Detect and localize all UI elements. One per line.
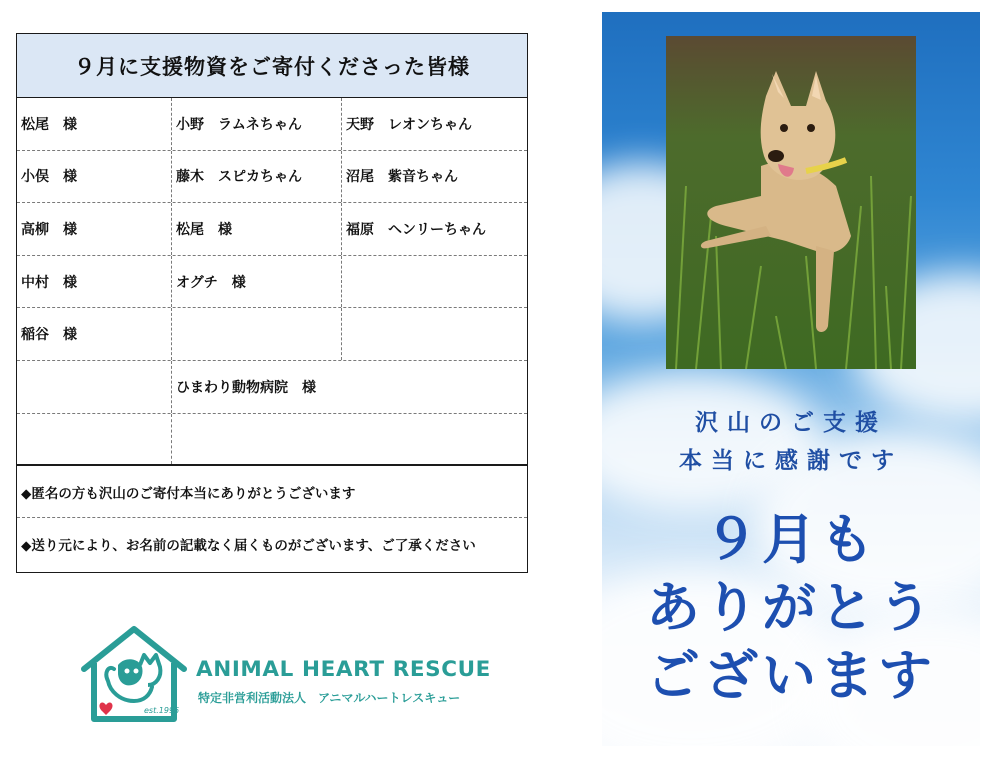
donor-cell: 高柳 様: [17, 203, 172, 255]
table-row: [17, 308, 527, 361]
thanks-panel: [602, 12, 980, 746]
table-row: [17, 361, 527, 414]
donor-cell: 松尾 様: [172, 203, 342, 255]
table-row: [17, 414, 527, 467]
donor-cell: 稲谷 様: [17, 308, 172, 360]
thanks-line-2: ありがとう: [646, 576, 936, 639]
house-pets-icon: [78, 625, 190, 725]
donor-cell: 中村 様: [17, 256, 172, 308]
donor-cell: 小俣 様: [17, 151, 172, 203]
donor-cell: [17, 361, 172, 413]
logo-subtitle: 特定非営利活動法人 アニマルハートレスキュー: [198, 691, 461, 705]
donor-cell: [342, 256, 527, 308]
donor-cell: [172, 414, 527, 465]
message-line-1: 沢山のご支援: [695, 410, 887, 436]
table-row: [17, 203, 527, 256]
logo-title: ANIMAL HEART RESCUE: [196, 657, 491, 682]
donor-cell: [17, 414, 172, 465]
thanks-line-1: ９月も: [704, 508, 878, 571]
donor-cell: [342, 308, 527, 360]
table-title: ９月に支援物資をご寄付くださった皆様: [17, 34, 527, 98]
table-row: [17, 151, 527, 204]
table-row: [17, 98, 527, 151]
donor-cell: 松尾 様: [17, 98, 172, 150]
table-row: [17, 256, 527, 309]
animal-heart-rescue-logo: [78, 625, 498, 725]
donor-cell: 小野 ラムネちゃん: [172, 98, 342, 150]
message-line-2: 本当に感謝です: [679, 448, 903, 474]
donor-cell: オグチ 様: [172, 256, 342, 308]
donor-cell: [172, 308, 342, 360]
donor-cell: 藤木 スピカちゃん: [172, 151, 342, 203]
thanks-line-3: ございます: [646, 644, 936, 707]
donor-cell: 沼尾 紫音ちゃん: [346, 169, 458, 186]
donor-cell: ひまわり動物病院 様: [176, 379, 316, 396]
dog-photo: [666, 36, 916, 369]
donor-table: [16, 33, 528, 573]
established-text: est.1996: [144, 706, 180, 715]
anonymous-note: ◆匿名の方も沢山のご寄付本当にありがとうございます: [17, 466, 527, 518]
unnamed-note: ◆送り元により、お名前の記載なく届くものがございます、ご了承ください: [21, 538, 476, 555]
donor-cell: 天野 レオンちゃん: [346, 116, 472, 133]
donor-cell: 福原 ヘンリーちゃん: [346, 221, 486, 238]
